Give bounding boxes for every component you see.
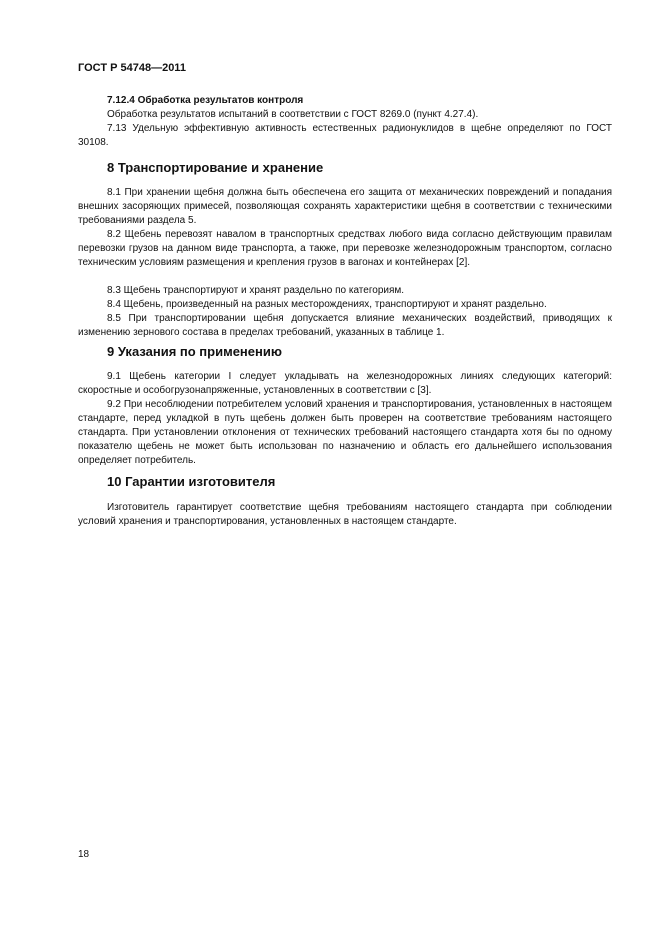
section-heading-10: 10 Гарантии изготовителя [107,474,276,489]
paragraph-7-12-4: Обработка результатов испытаний в соответствии с ГОСТ 8269.0 (пункт 4.27.4). [107,109,479,120]
page-number: 18 [78,849,90,860]
paragraph-8-4: 8.4 Щебень, произведенный на разных месторождениях, транспортируют и хранят раздельно. [107,299,547,310]
subsection-title-7-12-4: 7.12.4 Обработка результатов контроля [107,95,304,106]
paragraph-7-13: 7.13 Удельную эффективную активность естественных радионуклидов в щебне определяют по ГОСТ 30108. [78,123,612,148]
paragraph-8-2: 8.2 Щебень перевозят навалом в транспортных средствах любого вида согласно действующим правилам перевозки грузов на данном виде транспорта, а также, при перевозке железнодорожным транспортом, согласно техническим условиям размещения и крепления грузов в вагонах и контейнерах [2]. [78,229,612,268]
paragraph-8-5: 8.5 При транспортировании щебня допускается влияние механических воздействий, приводящих к изменению зернового состава в пределах требований, указанных в таблице 1. [78,313,612,338]
section-heading-9: 9 Указания по применению [107,344,282,359]
paragraph-9-2: 9.2 При несоблюдении потребителем условий хранения и транспортирования, установленных в настоящем стандарте, перед укладкой в путь щебень должен быть проверен на соответствие требованиям настоящего стандарта. При установлении отклонения от технических требований настоящего стандарта хотя бы по одному показателю щебень не может быть использован по назначению и область его дальнейшего использования определяет потребитель. [78,399,612,466]
section-heading-8: 8 Транспортирование и хранение [107,160,324,175]
paragraph-9-1: 9.1 Щебень категории I следует укладывать на железнодорожных линиях следующих категорий: скоростные и особогрузонапряженные, установленных в соответствии с [3]. [78,371,612,396]
paragraph-8-3: 8.3 Щебень транспортируют и хранят раздельно по категориям. [107,285,405,296]
paragraph-8-1: 8.1 При хранении щебня должна быть обеспечена его защита от механических повреждений и попадания внешних засоряющих примесей, позволяющая сохранять характеристики щебня в соответствии с техническими требованиями раздела 5. [78,187,612,226]
paragraph-10: Изготовитель гарантирует соответствие щебня требованиям настоящего стандарта при соблюдении условий хранения и транспортирования, установленных в настоящем стандарте. [78,502,612,527]
document-header: ГОСТ Р 54748—2011 [78,62,186,74]
